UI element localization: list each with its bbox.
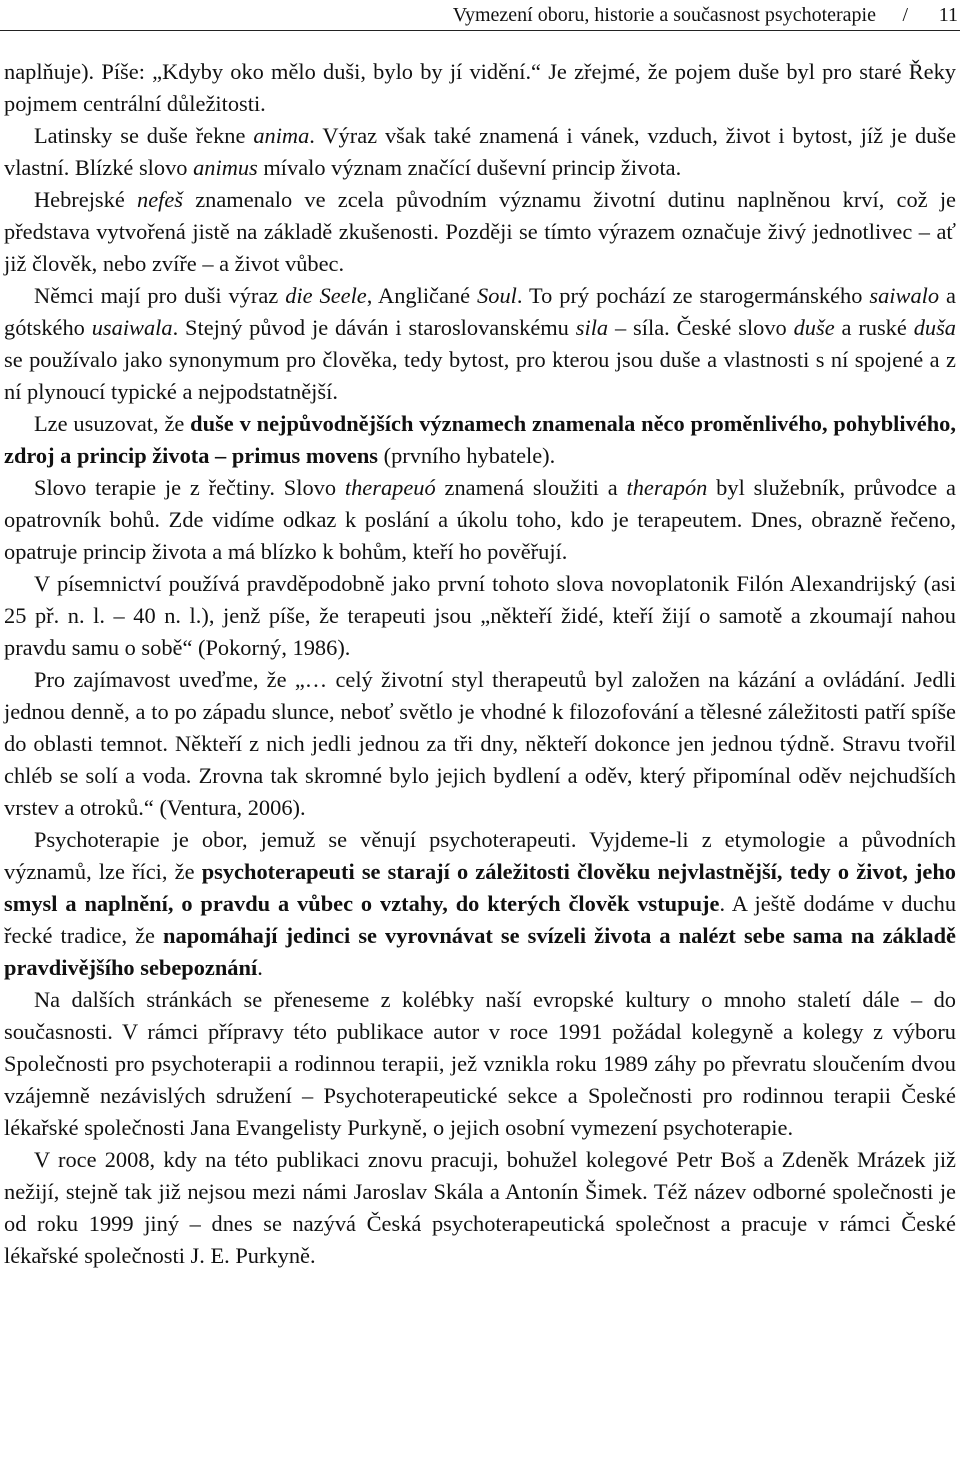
paragraph (4, 184, 956, 280)
body-text (4, 56, 956, 1272)
text-run: a ruské (834, 315, 914, 340)
bold-emphasis: psychoterapeuti se starají o záležitosti člověku nejvlastnější, tedy o život, jeho smysl a naplnění, o pravdu a vůbec o vztahy, do kterých člověk vstupuje (4, 859, 956, 916)
italic-term: sila (575, 315, 609, 340)
paragraph (4, 408, 956, 472)
text-run: a gótského (4, 283, 956, 340)
chapter-title: Vymezení oboru, historie a současnost psychoterapie (452, 4, 876, 26)
italic-term: Soul (477, 283, 517, 308)
text-run: , Angličané (366, 283, 478, 308)
paragraph (4, 664, 956, 824)
text-run: V písemnictví používá pravděpodobně jako první tohoto slova novoplatonik Filón Alexandrijský (asi 25 př. n. l. – 40 n. l.), jenž píše, že terapeuti jsou „někteří židé, kteří žijí o samotě a zkoumají nahou pravdu samu o sobě“ (Pokorný, 1986). (4, 571, 956, 660)
text-run: (prvního hybatele). (378, 443, 556, 468)
paragraph (4, 824, 956, 984)
paragraph (4, 280, 956, 408)
page-number: 11 (938, 4, 958, 26)
text-run: naplňuje). Píše: „Kdyby oko mělo duši, bylo by jí vidění.“ Je zřejmé, že pojem duše byl pro staré Řeky pojmem centrální důležitosti. (4, 59, 956, 116)
text-run: . Stejný původ je dáván i staroslovanskému (172, 315, 576, 340)
bold-emphasis: napomáhají jedinci se vyrovnávat se svízeli života a nalézt sebe sama na základě pravdivějšího sebepoznání (4, 923, 956, 980)
paragraph (4, 120, 956, 184)
italic-term: nefeš (137, 187, 184, 212)
paragraph (4, 472, 956, 568)
bold-emphasis: duše v nejpůvodnějších významech znamenala něco proměnlivého, pohyblivého, zdroj a princip života – primus movens (4, 411, 956, 468)
text-run: Na dalších stránkách se přeneseme z kolébky naší evropské kultury o mnoho staletí dále – do současnosti. V rámci přípravy této publikace autor v roce 1991 požádal kolegyně a kolegy z výboru Společnosti pro psychoterapii a rodinnou terapii, jež vznikla roku 1989 záhy po převratu sloučením dvou vzájemně nezávislých sdružení – Psychoterapeutické sekce a Společnosti pro rodinnou terapii České lékařské společnosti Jana Evangelisty Purkyně, o jejich osobní vymezení psychoterapie. (4, 987, 956, 1140)
text-run: Němci mají pro duši výraz (34, 283, 286, 308)
paragraph (4, 984, 956, 1144)
text-run: . To prý pochází ze starogermánského (516, 283, 870, 308)
italic-term: duša (913, 315, 956, 340)
italic-term: therapón (626, 475, 708, 500)
running-header (0, 0, 960, 31)
text-run: V roce 2008, kdy na této publikaci znovu pracuji, bohužel kolegové Petr Boš a Zdeněk Mrázek již nežijí, stejně tak již nejsou mezi námi Jaroslav Skála a Antonín Šimek. Též název odborné společnosti je od roku 1999 jiný – dnes se nazývá Česká psychoterapeutická společnost a pracuje v rámci České lékařské společnosti J. E. Purkyně. (4, 1147, 956, 1268)
italic-term: usaiwala (91, 315, 173, 340)
text-run: – síla. České slovo (608, 315, 794, 340)
italic-term: die Seele (285, 283, 367, 308)
text-run: Pro zajímavost uveďme, že „… celý životní styl therapeutů byl založen na kázání a ovládání. Jedli jednou denně, a to po západu slunce, neboť světlo je vhodné k filozofování a tělesné záležitosti patří spíše do oblasti temnot. Někteří z nich jedli jednou za tři dny, někteří dokonce jen jednou týdně. Stravu tvořil chléb se solí a voda. Zrovna tak skromné bylo jejich bydlení a oděv, který připomínal oděv nejchudších vrstev a otroků.“ (Ventura, 2006). (4, 667, 956, 820)
text-run: Psychoterapie je obor, jemuž se věnují psychoterapeuti. Vyjdeme-li z etymologie a původních významů, lze říci, že (4, 827, 956, 884)
text-run: Lze usuzovat, že (34, 411, 191, 436)
italic-term: therapeuó (344, 475, 436, 500)
text-run: byl služebník, průvodce a opatrovník bohů. Zde vidíme odkaz k poslání a úkolu toho, kdo je terapeutem. Dnes, obrazně řečeno, opatruje princip života a má blízko k bohům, kteří ho pověřují. (4, 475, 956, 564)
text-run: . (257, 955, 263, 980)
italic-term: saiwalo (869, 283, 940, 308)
header-separator: / (902, 4, 908, 26)
text-run: Hebrejské (34, 187, 137, 212)
text-run: Latinsky se duše řekne (34, 123, 254, 148)
text-run: znamenalo ve zcela původním významu životní dutinu naplněnou krví, což je představa vytvořená jistě na základě zkušenosti. Později se tímto výrazem označuje živý jednotlivec – ať již člověk, nebo zvíře – a život vůbec. (4, 187, 956, 276)
text-run: . A ještě dodáme v duchu řecké tradice, že (4, 891, 957, 948)
text-run: mívalo význam značící duševní princip života. (257, 155, 682, 180)
italic-term: anima (253, 123, 310, 148)
text-run: se používalo jako synonymum pro člověka, tedy bytost, pro kterou jsou duše a vlastnosti s ní spojené a z ní plynoucí typické a nejpodstatnější. (4, 347, 956, 404)
paragraph (4, 1144, 956, 1272)
italic-term: duše (793, 315, 835, 340)
italic-term: animus (193, 155, 258, 180)
text-run: . Výraz však také znamená i vánek, vzduch, život i bytost, jíž je duše vlastní. Blízké slovo (4, 123, 957, 180)
text-run: Slovo terapie je z řečtiny. Slovo (34, 475, 345, 500)
text-run: znamená sloužiti a (435, 475, 627, 500)
paragraph (4, 56, 956, 120)
paragraph (4, 568, 956, 664)
